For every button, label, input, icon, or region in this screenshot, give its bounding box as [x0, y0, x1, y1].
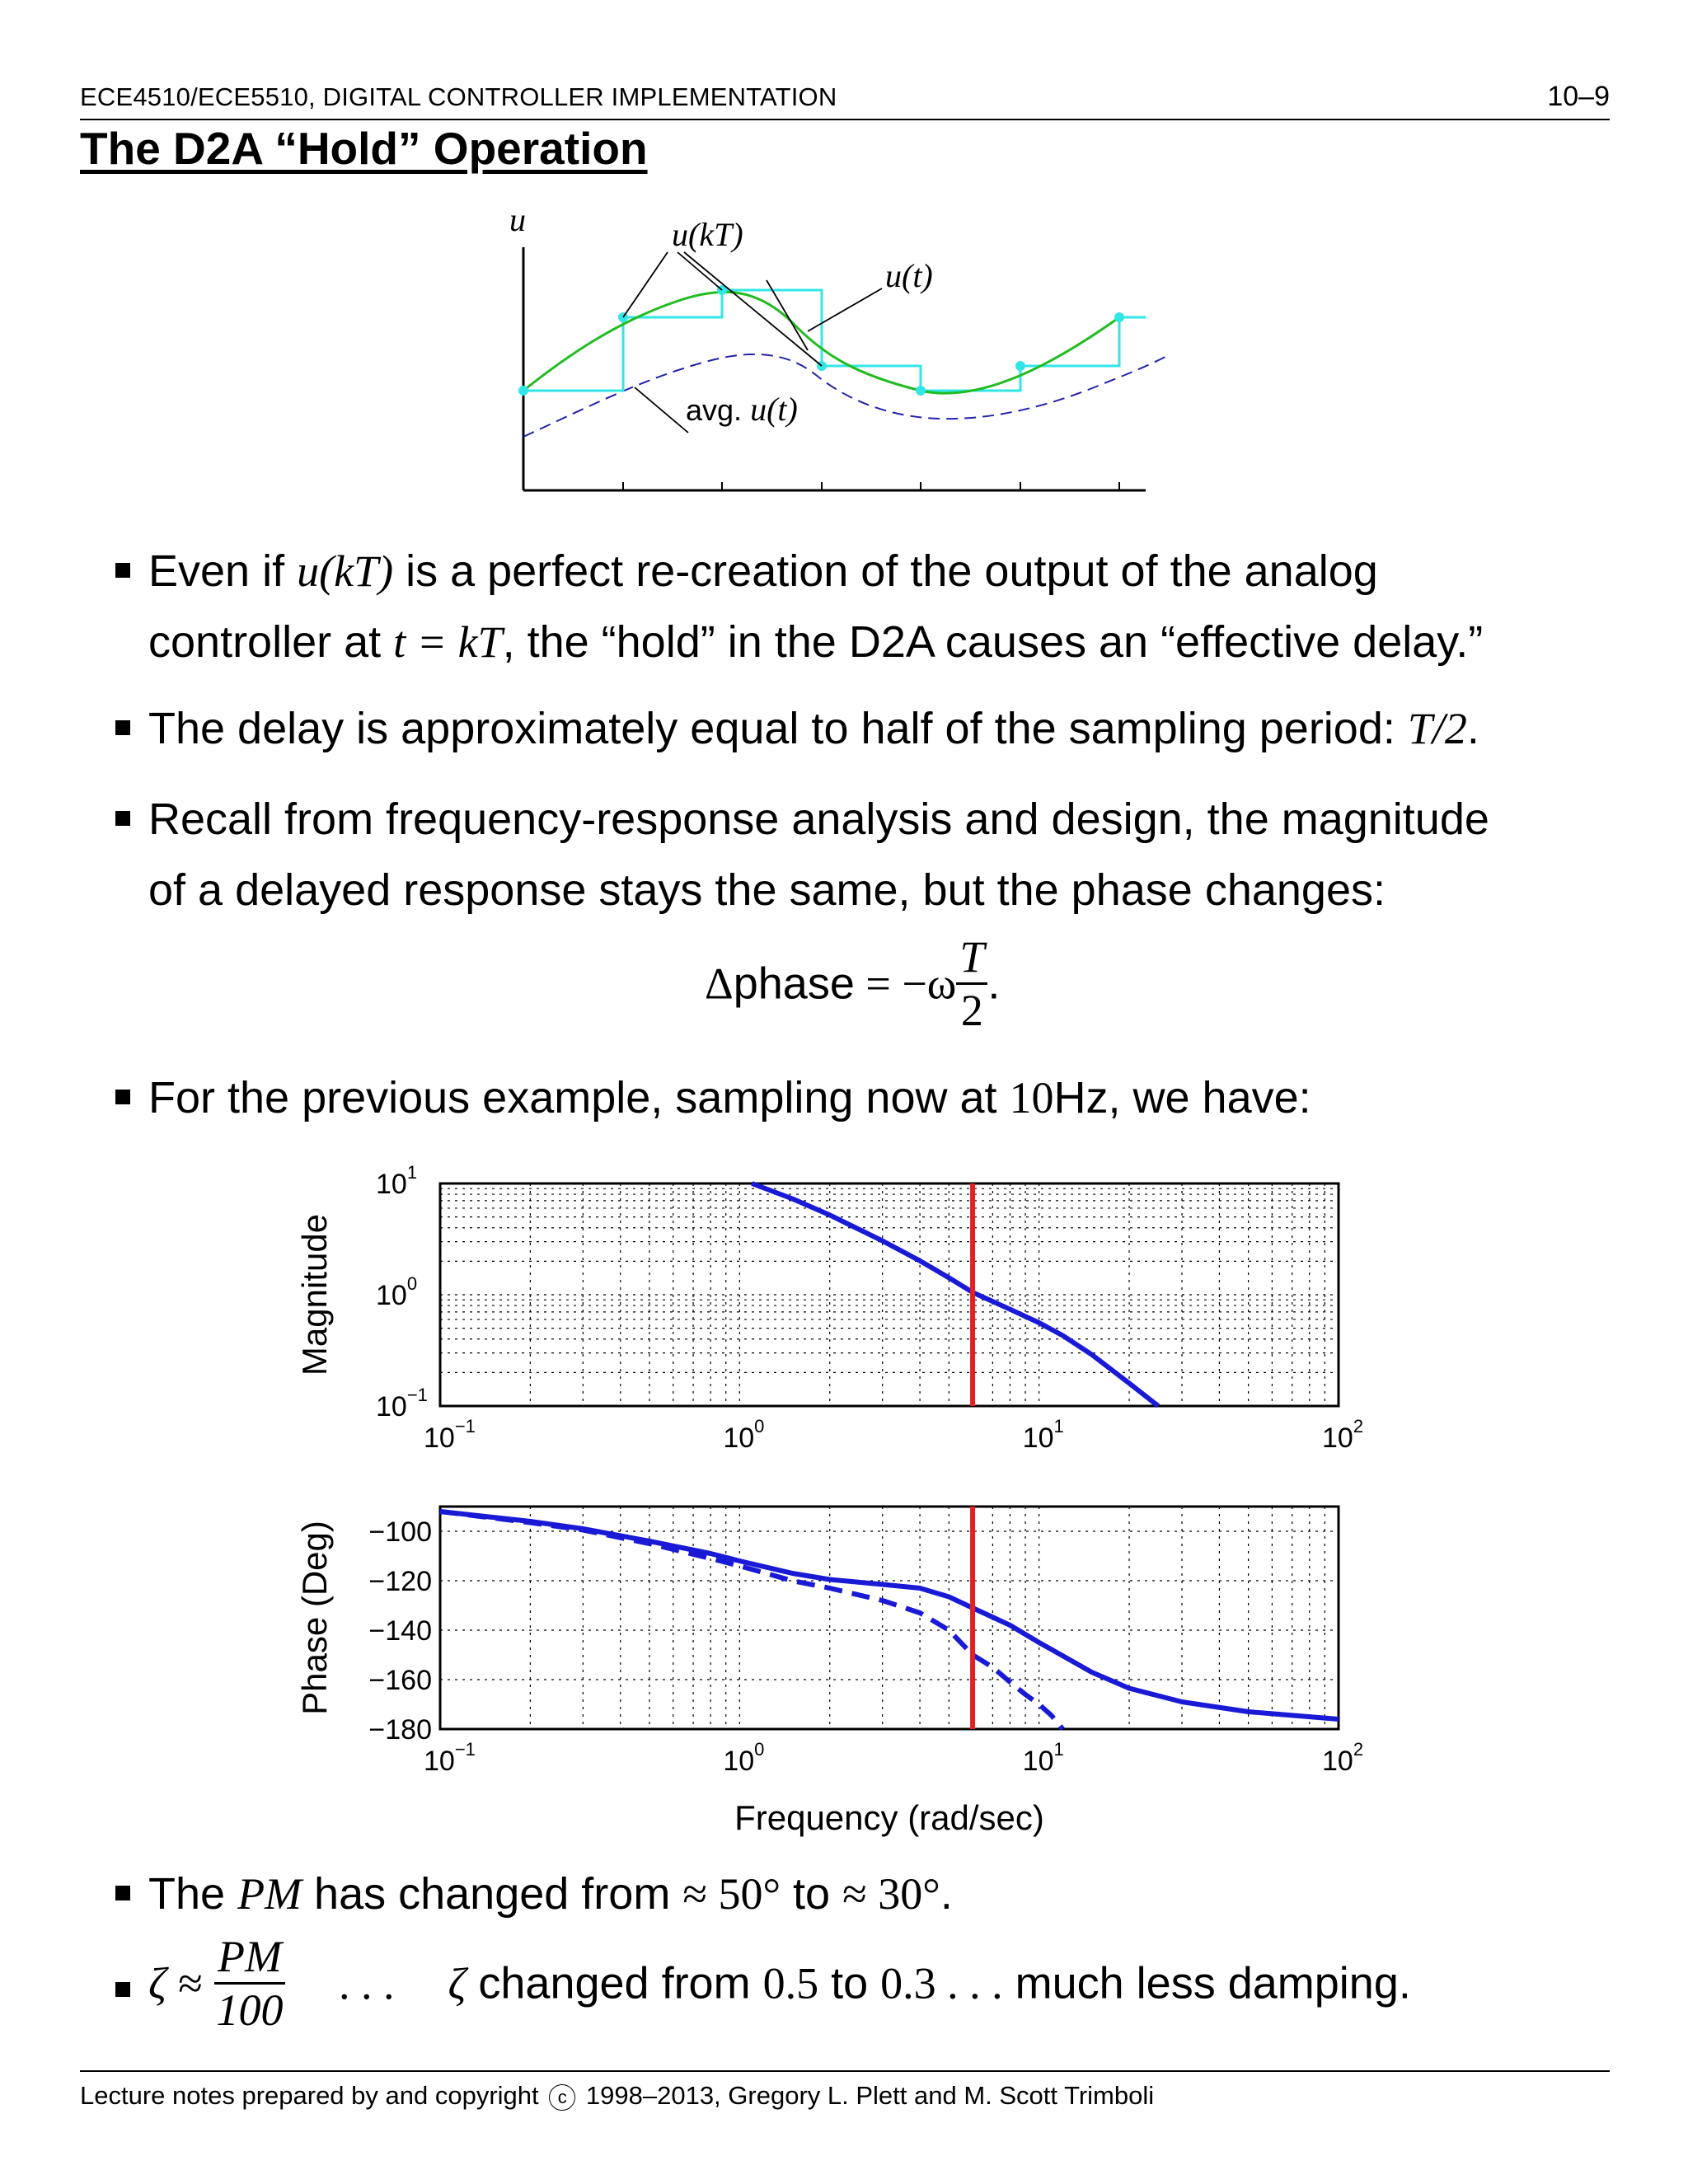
page-number: 10–9: [1547, 81, 1610, 112]
hold-operation-figure: [462, 198, 1203, 503]
page-title: The D2A “Hold” Operation: [80, 123, 648, 174]
hold-y-axis-label: u: [509, 201, 526, 238]
signal-pointer-line: [808, 288, 882, 331]
bullet-1-line-2: controller at t = kT, the “hold” in the D2A causes an “effective delay.”: [148, 617, 1484, 667]
bullet-marker: [115, 1886, 130, 1900]
bullet-4-line: For the previous example, sampling now at 10Hz, we have:: [148, 1073, 1311, 1122]
footer-rule: [80, 2070, 1610, 2072]
series-line-continuous-phase: [440, 1511, 1339, 1719]
x-tick-label: $10^1$: [1022, 1739, 1064, 1777]
signal-label: u(t): [885, 257, 933, 294]
y-axis-label: Phase (Deg): [295, 1521, 334, 1715]
y-tick-label: −140: [368, 1615, 432, 1647]
bullet-2-line: The delay is approximately equal to half of the sampling period: T/2.: [148, 704, 1479, 753]
average-label: avg. u(t): [686, 391, 798, 428]
footer: Lecture notes prepared by and copyright c 1998–2013, Gregory L. Plett and M. Scott Trimboli: [80, 2081, 1155, 2110]
bullet-5-line: The PM has changed from ≈ 50° to ≈ 30°.: [148, 1869, 953, 1919]
x-tick-label: $10^0$: [723, 1416, 765, 1451]
x-tick-label: $10^1$: [1022, 1416, 1064, 1451]
equation-fraction: $\frac{T}{2}$: [956, 931, 987, 1036]
y-tick-label: −100: [368, 1516, 432, 1548]
course-header: ECE4510/ECE5510, DIGITAL CONTROLLER IMPLEMENTATION: [80, 82, 837, 111]
copyright-symbol: c: [549, 2084, 575, 2111]
header-rule: [80, 119, 1610, 120]
grid-lines: [440, 1507, 1339, 1729]
bullet-6-line: ζ ≈ $\frac{PM}{100}$ . . . ζ changed from 0.5 to 0.3 . . . much less damping.: [148, 1932, 1411, 2035]
phase-chart: [272, 1483, 1409, 1846]
damping-fraction: $\frac{PM}{100}$: [214, 1931, 285, 2036]
plot-frame: [440, 1507, 1339, 1729]
x-axis-label: Frequency (rad/sec): [734, 1798, 1044, 1837]
magnitude-chart: [272, 1154, 1409, 1451]
samples-label: u(kT): [672, 216, 743, 253]
bullet-3-line-1: Recall from frequency-response analysis and design, the magnitude: [148, 794, 1489, 844]
series-line-with-hold-delay: [440, 1511, 1062, 1729]
phase-equation: Δphase = −ω $\frac{T}{2}$ .: [705, 932, 1001, 1035]
y-axis-label: Magnitude: [295, 1213, 334, 1376]
y-tick-label: $10^{-1}$: [376, 1385, 428, 1422]
y-tick-label: −160: [368, 1665, 432, 1696]
bullet-marker: [115, 811, 130, 826]
y-tick-label: $10^1$: [376, 1162, 418, 1200]
x-tick-label: $10^{-1}$: [424, 1416, 476, 1451]
bullet-1-line-1: Even if u(kT) is a perfect re-creation of the output of the analog: [148, 546, 1378, 596]
bullet-marker: [115, 1090, 130, 1104]
bullet-marker: [115, 1982, 130, 1997]
bullet-marker: [115, 563, 130, 578]
y-tick-label: −180: [368, 1714, 432, 1746]
x-tick-label: $10^0$: [723, 1739, 765, 1777]
average-pointer-line: [635, 387, 688, 433]
y-tick-label: $10^0$: [376, 1273, 418, 1311]
x-tick-label: $10^{-1}$: [424, 1739, 476, 1777]
x-tick-label: $10^2$: [1322, 1739, 1364, 1777]
y-tick-label: −120: [368, 1566, 432, 1597]
bullet-marker: [115, 720, 130, 735]
hold-staircase: [523, 290, 1146, 391]
bullet-3-line-2: of a delayed response stays the same, but the phase changes:: [148, 865, 1386, 915]
grid-lines: [440, 1183, 1339, 1406]
x-tick-label: $10^2$: [1322, 1416, 1364, 1451]
